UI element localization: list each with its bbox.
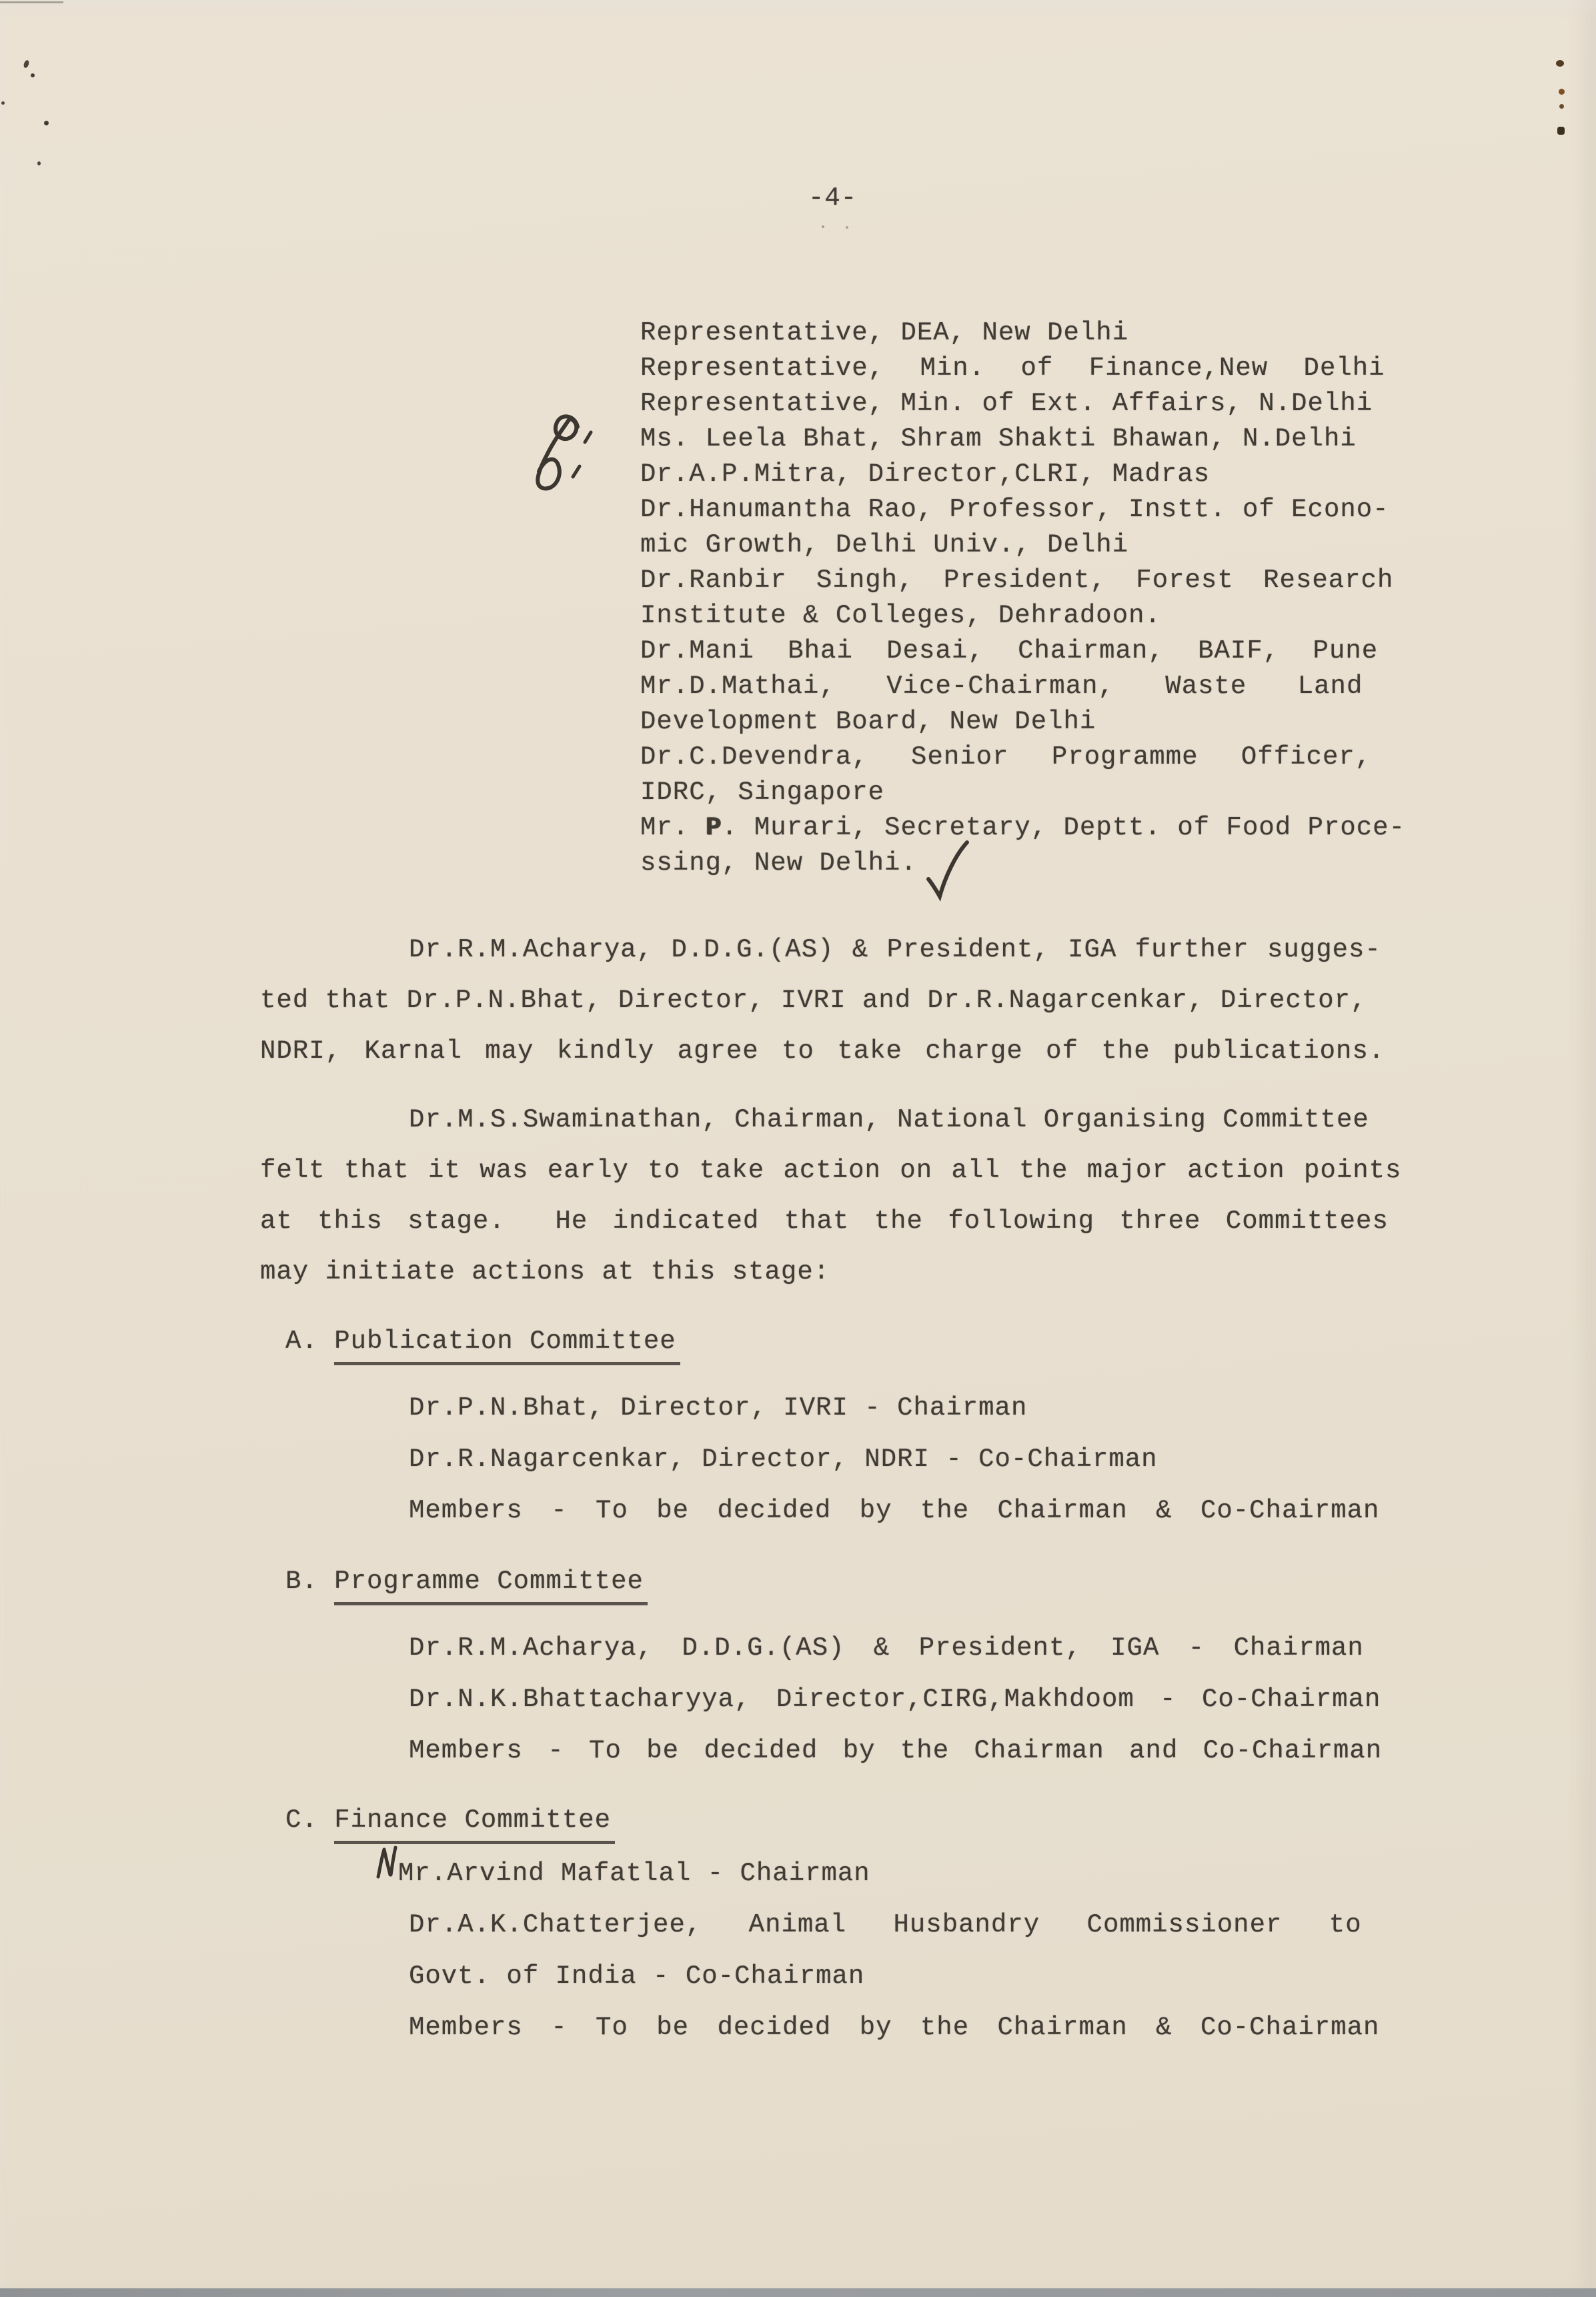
attendee-line: Dr.Mani Bhai Desai, Chairman, BAIF, Pune xyxy=(640,636,1379,666)
committee-b-item: Dr.N.K.Bhattacharyya, Director,CIRG,Makhdoom - Co-Chairman xyxy=(409,1685,1381,1714)
attendee-line: Dr.A.P.Mitra, Director,CLRI, Madras xyxy=(640,460,1211,489)
committee-c-heading xyxy=(285,1807,615,1833)
attendee-line-murari xyxy=(640,815,1405,841)
committee-c-item: Mr.Arvind Mafatlal - Chairman xyxy=(398,1859,870,1888)
ink-speck xyxy=(44,121,49,125)
committee-c-item: Members - To be decided by the Chairman & Co-Chairman xyxy=(409,2013,1380,2042)
rust-dot xyxy=(1556,60,1564,67)
committee-b-item: Members - To be decided by the Chairman and Co-Chairman xyxy=(409,1736,1383,1765)
margin-tick-annotation xyxy=(378,1847,395,1877)
committee-a-prefix: A. xyxy=(285,1327,318,1356)
attendee-line: Development Board, New Delhi xyxy=(640,707,1096,736)
attendee-line: Institute & Colleges, Dehradoon. xyxy=(640,601,1161,630)
murari-rest: . Murari, Secretary, Deptt. of Food Proce- xyxy=(722,813,1405,842)
attendee-line: Dr.C.Devendra, Senior Programme Officer, xyxy=(640,742,1372,772)
paragraph2-line: may initiate actions at this stage: xyxy=(260,1257,830,1287)
committee-b-heading xyxy=(285,1569,648,1595)
attendee-line: IDRC, Singapore xyxy=(640,778,885,807)
committee-a-heading xyxy=(285,1329,680,1355)
murari-prefix: Mr. xyxy=(640,813,706,842)
committee-b-prefix: B. xyxy=(285,1567,318,1596)
paragraph2-line: felt that it was early to take action on all the major action points xyxy=(260,1156,1402,1185)
attendee-line: Representative, Min. of Finance,New Delhi xyxy=(640,353,1385,383)
committee-a-item: Members - To be decided by the Chairman & Co-Chairman xyxy=(409,1496,1380,1525)
attendee-line: ssing, New Delhi. xyxy=(640,848,917,878)
paragraph1-line: NDRI, Karnal may kindly agree to take charge of the publications. xyxy=(260,1036,1385,1066)
ink-speck xyxy=(1,101,5,105)
murari-handwritten-initial: P xyxy=(705,813,722,842)
committee-b-item: Dr.R.M.Acharya, D.D.G.(AS) & President, IGA - Chairman xyxy=(409,1633,1364,1663)
committee-a-item: Dr.R.Nagarcenkar, Director, NDRI - Co-Chairman xyxy=(409,1445,1158,1474)
paragraph2-line: at this stage. He indicated that the following three Committees xyxy=(260,1207,1389,1236)
paragraph1-line: Dr.R.M.Acharya, D.D.G.(AS) & President, IGA further sugges- xyxy=(409,935,1381,964)
ink-speck xyxy=(37,161,41,165)
attendee-line: Dr.Ranbir Singh, President, Forest Research xyxy=(640,566,1394,595)
rust-dot xyxy=(1559,104,1564,109)
paragraph1-line: ted that Dr.P.N.Bhat, Director, IVRI and Dr.R.Nagarcenkar, Director, xyxy=(260,986,1367,1015)
ink-speck xyxy=(846,226,848,229)
paragraph2-line: Dr.M.S.Swaminathan, Chairman, National Organising Committee xyxy=(409,1105,1369,1134)
rust-dot xyxy=(1559,89,1565,95)
handwritten-initials-annotation xyxy=(538,416,591,488)
attendee-line: Representative, Min. of Ext. Affairs, N.Delhi xyxy=(640,389,1373,418)
checkmark-annotation xyxy=(928,842,967,896)
page-number: -4- xyxy=(808,183,858,213)
committee-c-item: Dr.A.K.Chatterjee, Animal Husbandry Commissioner to xyxy=(409,1910,1362,1940)
committee-b-title: Programme Committee xyxy=(334,1567,648,1605)
attendee-line: Representative, DEA, New Delhi xyxy=(640,318,1129,347)
committee-c-item: Govt. of India - Co-Chairman xyxy=(409,1962,865,1991)
scan-scratch xyxy=(0,1,63,3)
ink-speck xyxy=(23,59,30,69)
ink-speck xyxy=(31,73,35,77)
committee-c-title: Finance Committee xyxy=(334,1805,615,1844)
attendee-line: mic Growth, Delhi Univ., Delhi xyxy=(640,530,1129,560)
attendee-line: Ms. Leela Bhat, Shram Shakti Bhawan, N.Delhi xyxy=(640,424,1357,454)
scanner-edge xyxy=(0,2288,1596,2297)
ink-speck xyxy=(822,225,824,228)
attendee-line: Dr.Hanumantha Rao, Professor, Instt. of Econo- xyxy=(640,495,1389,524)
attendee-line: Mr.D.Mathai, Vice-Chairman, Waste Land xyxy=(640,672,1363,701)
committee-c-prefix: C. xyxy=(285,1805,318,1835)
committee-a-title: Publication Committee xyxy=(334,1327,680,1365)
committee-a-item: Dr.P.N.Bhat, Director, IVRI - Chairman xyxy=(409,1393,1028,1423)
rust-dot xyxy=(1557,127,1565,135)
